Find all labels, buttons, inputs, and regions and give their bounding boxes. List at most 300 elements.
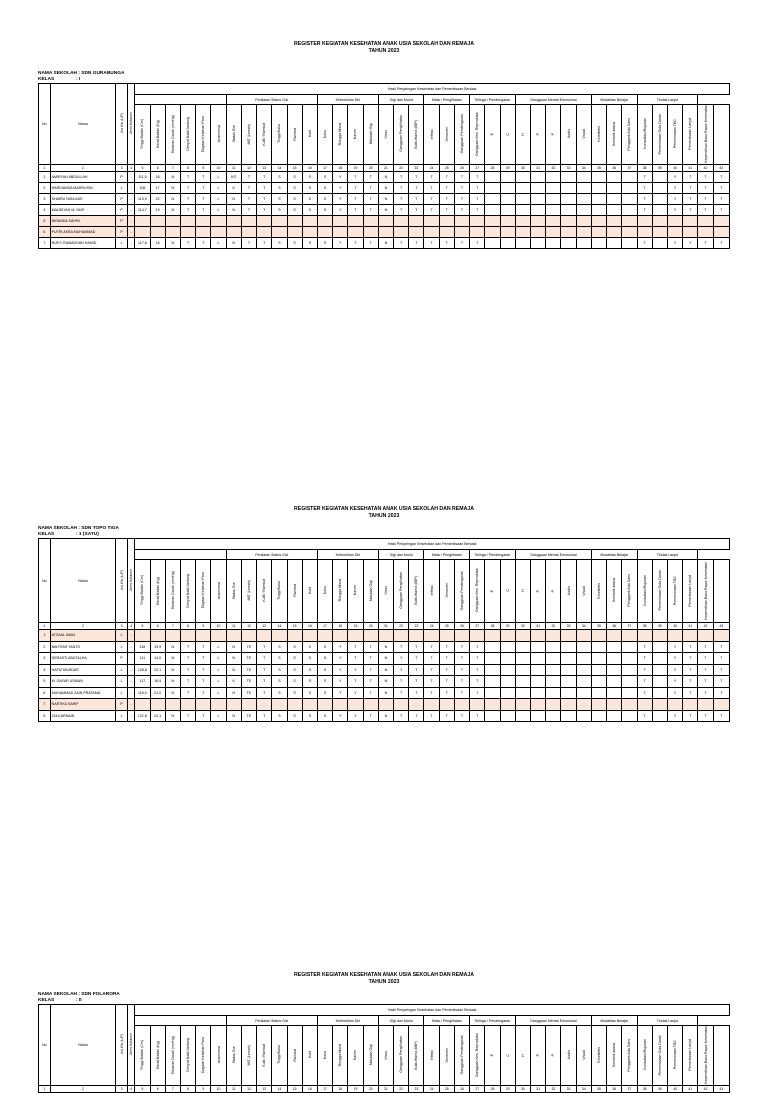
school-name: NAMA SEKOLAH : SDN FOLARORA bbox=[38, 992, 120, 997]
sub-column-header bbox=[196, 1026, 211, 1086]
group-header: Gangguan Mental Emosional bbox=[515, 95, 591, 105]
table-cell: T bbox=[683, 710, 698, 722]
table-cell: 106 bbox=[135, 182, 150, 193]
table-row bbox=[39, 237, 730, 248]
table-cell: N bbox=[378, 676, 393, 688]
table-cell bbox=[622, 687, 637, 699]
table-cell: N bbox=[378, 204, 393, 215]
column-number: 26 bbox=[454, 1085, 469, 1092]
table-cell: N bbox=[378, 687, 393, 699]
sub-column-header bbox=[241, 105, 256, 165]
table-cell bbox=[622, 630, 637, 642]
table-cell bbox=[622, 699, 637, 711]
table-cell: T bbox=[196, 710, 211, 722]
table-cell bbox=[561, 182, 576, 193]
table-cell: T bbox=[454, 193, 469, 204]
table-cell: 117 bbox=[135, 676, 150, 688]
sub-column-label: P bbox=[536, 1053, 541, 1057]
table-cell bbox=[591, 687, 606, 699]
table-cell bbox=[531, 171, 546, 182]
table-cell: - bbox=[127, 182, 134, 193]
table-cell: T bbox=[180, 664, 195, 676]
sub-column-label: Visus bbox=[383, 129, 388, 139]
table-cell: S bbox=[317, 204, 332, 215]
register-table bbox=[38, 1004, 730, 1093]
table-cell bbox=[652, 226, 667, 237]
table-cell bbox=[622, 215, 637, 226]
table-cell bbox=[257, 215, 272, 226]
table-cell: S bbox=[317, 171, 332, 182]
table-cell: N bbox=[226, 653, 241, 665]
table-cell bbox=[135, 699, 150, 711]
table-cell bbox=[591, 630, 606, 642]
table-cell bbox=[607, 676, 622, 688]
student-name: MAUDIYAH M. NUR bbox=[50, 204, 116, 215]
table-cell: S bbox=[317, 653, 332, 665]
sub-column-label: Kulit / Rambut bbox=[262, 122, 267, 146]
table-cell: T bbox=[439, 653, 454, 665]
table-cell: T bbox=[470, 193, 485, 204]
class-value: : 1 (SATU) bbox=[76, 532, 99, 537]
sub-column-header bbox=[652, 560, 667, 623]
table-cell: T bbox=[348, 171, 363, 182]
table-cell bbox=[135, 226, 150, 237]
table-cell: S bbox=[287, 664, 302, 676]
table-cell: S bbox=[272, 204, 287, 215]
sub-column-header bbox=[591, 560, 606, 623]
table-cell bbox=[607, 710, 622, 722]
table-cell: S bbox=[302, 676, 317, 688]
sub-column-header bbox=[698, 105, 713, 165]
sub-column-label: Audio bbox=[566, 129, 571, 139]
table-cell bbox=[348, 699, 363, 711]
sub-column-header bbox=[150, 105, 165, 165]
table-cell: L bbox=[211, 204, 226, 215]
table-cell: T bbox=[713, 653, 729, 665]
table-cell: T bbox=[470, 653, 485, 665]
table-cell: L bbox=[211, 237, 226, 248]
column-number: 29 bbox=[500, 623, 515, 630]
sub-column-label: Berat Badan (Kg) bbox=[155, 1040, 160, 1069]
sub-column-header bbox=[607, 105, 622, 165]
table-cell: Y bbox=[333, 676, 348, 688]
table-cell: Y bbox=[394, 664, 409, 676]
table-cell bbox=[667, 699, 682, 711]
sub-column-label: Tinggi/Kuku bbox=[277, 124, 282, 144]
sub-column-header bbox=[454, 105, 469, 165]
col-gender-header bbox=[127, 539, 134, 623]
group-header: Kebersihan Diri bbox=[317, 550, 378, 560]
table-cell bbox=[546, 193, 561, 204]
table-cell: T bbox=[394, 193, 409, 204]
table-cell bbox=[607, 641, 622, 653]
sub-column-label: Audio bbox=[566, 585, 571, 596]
table-cell: T bbox=[257, 641, 272, 653]
column-number: 15 bbox=[287, 164, 302, 171]
table-cell bbox=[302, 226, 317, 237]
table-cell: T bbox=[196, 193, 211, 204]
group-header: Tindak Lanjut bbox=[637, 550, 698, 560]
table-cell: Y bbox=[667, 171, 682, 182]
table-cell: L bbox=[211, 710, 226, 722]
sub-column-label: Kinestetik bbox=[596, 582, 601, 599]
table-cell: S bbox=[302, 237, 317, 248]
column-number: 33 bbox=[561, 1085, 576, 1092]
sub-column-header bbox=[272, 1026, 287, 1086]
table-cell bbox=[333, 699, 348, 711]
sub-column-header bbox=[515, 1026, 530, 1086]
column-number: 29 bbox=[500, 1085, 515, 1092]
table-cell: S bbox=[302, 182, 317, 193]
sub-column-label: Status Gizi bbox=[231, 581, 236, 600]
sub-column-label: Kinestetik bbox=[596, 1047, 601, 1063]
sub-column-label: Dugaan Kelainan Paru bbox=[201, 1036, 206, 1073]
table-cell bbox=[698, 630, 713, 642]
table-cell: Y bbox=[348, 664, 363, 676]
table-cell: T bbox=[409, 664, 424, 676]
row-number: 6 bbox=[39, 226, 51, 237]
sub-column-header bbox=[333, 1026, 348, 1086]
group-header: Modalitas Belajar bbox=[591, 550, 637, 560]
table-cell: S bbox=[287, 182, 302, 193]
table-cell: K bbox=[226, 182, 241, 193]
sub-column-header bbox=[348, 1026, 363, 1086]
register-table bbox=[38, 538, 730, 722]
row-number: 2 bbox=[39, 182, 51, 193]
column-number: 9 bbox=[196, 164, 211, 171]
table-cell: T bbox=[698, 204, 713, 215]
table-cell: T bbox=[683, 204, 698, 215]
table-cell bbox=[591, 710, 606, 722]
table-cell: S bbox=[272, 676, 287, 688]
student-sex: L bbox=[116, 710, 128, 722]
table-cell bbox=[652, 193, 667, 204]
sub-column-label: Masalah Gigi bbox=[368, 1044, 373, 1066]
table-cell bbox=[485, 215, 500, 226]
table-cell: T bbox=[439, 687, 454, 699]
table-cell: S bbox=[317, 676, 332, 688]
col-no-header: No bbox=[39, 539, 51, 623]
column-number: 22 bbox=[394, 623, 409, 630]
sub-column-header bbox=[165, 1026, 180, 1086]
table-cell: N bbox=[378, 237, 393, 248]
student-name: M. GAFAR USMAN bbox=[50, 676, 116, 688]
table-cell bbox=[546, 710, 561, 722]
column-number: 31 bbox=[531, 1085, 546, 1092]
table-cell: T bbox=[394, 182, 409, 193]
table-cell: Y bbox=[667, 676, 682, 688]
sub-column-header bbox=[470, 1026, 485, 1086]
row-number: 2 bbox=[39, 641, 51, 653]
table-cell bbox=[698, 215, 713, 226]
table-cell: T bbox=[637, 641, 652, 653]
sub-column-label: Konsultasi/Rujukan bbox=[642, 118, 647, 150]
table-cell: Y bbox=[683, 237, 698, 248]
table-cell: S bbox=[272, 664, 287, 676]
table-cell bbox=[439, 630, 454, 642]
table-cell: T bbox=[257, 687, 272, 699]
table-cell bbox=[333, 215, 348, 226]
table-cell: T bbox=[698, 237, 713, 248]
column-number: 21 bbox=[378, 623, 393, 630]
table-cell bbox=[333, 226, 348, 237]
table-cell: Y bbox=[333, 237, 348, 248]
table-cell: T bbox=[241, 182, 256, 193]
table-cell: N bbox=[378, 653, 393, 665]
table-cell: - bbox=[127, 193, 134, 204]
table-cell bbox=[531, 204, 546, 215]
sub-column-label: C bbox=[505, 1053, 510, 1057]
table-cell bbox=[485, 171, 500, 182]
table-cell bbox=[515, 204, 530, 215]
table-cell: T bbox=[439, 710, 454, 722]
table-cell: T bbox=[196, 664, 211, 676]
table-cell: Y bbox=[333, 687, 348, 699]
table-cell bbox=[561, 171, 576, 182]
sub-column-header bbox=[211, 560, 226, 623]
table-cell: N bbox=[378, 664, 393, 676]
column-number: 35 bbox=[591, 1085, 606, 1092]
table-cell bbox=[531, 653, 546, 665]
table-cell bbox=[531, 710, 546, 722]
table-cell bbox=[317, 699, 332, 711]
column-number: 26 bbox=[454, 164, 469, 171]
table-cell bbox=[515, 664, 530, 676]
table-cell: T bbox=[424, 171, 439, 182]
sub-column-header bbox=[287, 1026, 302, 1086]
sub-column-label: Gangguan Pendengaran bbox=[460, 570, 465, 611]
sub-column-label: Tekanan Darah (mmHg) bbox=[170, 1035, 175, 1075]
table-cell bbox=[576, 653, 591, 665]
sub-column-label: Tinggi/Kuku bbox=[277, 581, 282, 600]
column-number: 8 bbox=[180, 164, 195, 171]
group-header: Penilaian Status Gizi bbox=[226, 550, 317, 560]
table-cell: S bbox=[317, 664, 332, 676]
sub-column-header bbox=[394, 1026, 409, 1086]
row-number: 6 bbox=[39, 687, 51, 699]
column-number: 8 bbox=[180, 1085, 195, 1092]
table-cell bbox=[165, 630, 180, 642]
table-cell: T bbox=[409, 710, 424, 722]
register-block-1 bbox=[38, 41, 730, 249]
column-number: 7 bbox=[165, 623, 180, 630]
sub-column-header bbox=[622, 1026, 637, 1086]
table-cell: T bbox=[257, 664, 272, 676]
table-cell: T bbox=[394, 171, 409, 182]
table-cell bbox=[317, 630, 332, 642]
sub-column-label: Rongga Mulut bbox=[338, 1043, 343, 1067]
table-cell: T bbox=[439, 193, 454, 204]
column-number: 43 bbox=[713, 623, 729, 630]
sub-column-header bbox=[394, 105, 409, 165]
column-number: 43 bbox=[713, 164, 729, 171]
sub-column-header bbox=[333, 105, 348, 165]
table-cell: T bbox=[470, 204, 485, 215]
group-header: Mata / Penglihatan bbox=[424, 95, 470, 105]
sub-column-label: Pemeriksaan Lanjut bbox=[688, 117, 693, 150]
column-number: 28 bbox=[485, 623, 500, 630]
sub-column-label: Infeksi bbox=[429, 128, 434, 140]
student-sex: P bbox=[116, 171, 128, 182]
table-cell: 115,5 bbox=[135, 193, 150, 204]
sub-column-label: Visus bbox=[383, 586, 388, 595]
table-cell bbox=[180, 226, 195, 237]
table-cell: L bbox=[211, 664, 226, 676]
table-row bbox=[39, 653, 730, 665]
table-cell: T bbox=[348, 676, 363, 688]
group-header: Telinga / Pendengaran bbox=[470, 95, 516, 105]
table-cell bbox=[196, 699, 211, 711]
table-cell: T bbox=[470, 641, 485, 653]
sub-column-header bbox=[683, 560, 698, 623]
sub-column-label: Berat Badan (Kg) bbox=[155, 576, 160, 605]
table-cell bbox=[485, 182, 500, 193]
table-cell bbox=[622, 676, 637, 688]
table-cell: N bbox=[165, 204, 180, 215]
group-header: Modalitas Belajar bbox=[591, 95, 637, 105]
column-number: 37 bbox=[622, 623, 637, 630]
column-number: 9 bbox=[196, 623, 211, 630]
table-cell: - bbox=[127, 226, 134, 237]
table-cell: Y bbox=[348, 710, 363, 722]
column-number: 4 bbox=[127, 1085, 134, 1092]
table-cell bbox=[576, 193, 591, 204]
table-cell: T bbox=[698, 676, 713, 688]
class-label: KELAS bbox=[38, 998, 55, 1003]
column-number: 39 bbox=[652, 1085, 667, 1092]
table-cell: T bbox=[698, 710, 713, 722]
sub-column-header bbox=[637, 105, 652, 165]
column-number: 16 bbox=[302, 623, 317, 630]
table-cell: T bbox=[439, 676, 454, 688]
column-number: 10 bbox=[211, 623, 226, 630]
register-table bbox=[38, 83, 730, 249]
sub-column-header bbox=[424, 560, 439, 623]
row-number: 8 bbox=[39, 710, 51, 722]
table-cell bbox=[683, 630, 698, 642]
table-cell: S bbox=[302, 171, 317, 182]
table-cell: 16 bbox=[150, 171, 165, 182]
table-cell bbox=[652, 653, 667, 665]
table-cell bbox=[500, 171, 515, 182]
table-cell bbox=[287, 215, 302, 226]
table-cell bbox=[454, 699, 469, 711]
table-cell bbox=[515, 653, 530, 665]
table-cell: T bbox=[348, 193, 363, 204]
table-cell bbox=[211, 226, 226, 237]
table-row bbox=[39, 630, 730, 642]
table-cell: 22,1 bbox=[150, 664, 165, 676]
table-cell bbox=[622, 171, 637, 182]
table-cell bbox=[485, 653, 500, 665]
table-cell: T bbox=[180, 204, 195, 215]
table-cell: TE bbox=[241, 687, 256, 699]
table-cell bbox=[485, 226, 500, 237]
table-cell bbox=[287, 630, 302, 642]
table-cell: T bbox=[409, 171, 424, 182]
table-cell: Y bbox=[333, 204, 348, 215]
group-header: Kebersihan Diri bbox=[317, 1016, 378, 1026]
table-cell: - bbox=[127, 630, 134, 642]
table-cell: Y bbox=[667, 237, 682, 248]
col-gender-label: Jenis Kelamin bbox=[129, 112, 134, 135]
table-cell: T bbox=[363, 237, 378, 248]
table-cell bbox=[561, 653, 576, 665]
sub-column-header bbox=[576, 105, 591, 165]
sub-column-header bbox=[439, 1026, 454, 1086]
table-cell: T bbox=[180, 171, 195, 182]
column-number: 15 bbox=[287, 1085, 302, 1092]
group-header: Modalitas Belajar bbox=[591, 1016, 637, 1026]
sub-column-header bbox=[257, 560, 272, 623]
table-cell bbox=[546, 699, 561, 711]
table-cell: T bbox=[394, 710, 409, 722]
table-cell: 16 bbox=[150, 237, 165, 248]
sub-column-header bbox=[287, 105, 302, 165]
table-cell: N bbox=[226, 641, 241, 653]
table-cell: 19,9 bbox=[150, 641, 165, 653]
student-sex: P bbox=[116, 215, 128, 226]
table-cell: S bbox=[287, 171, 302, 182]
sub-column-label: Tinggi Badan (Cm) bbox=[140, 118, 145, 149]
group-header: Tindak Lanjut bbox=[637, 1016, 698, 1026]
sub-column-header bbox=[439, 105, 454, 165]
table-cell bbox=[652, 204, 667, 215]
table-cell bbox=[683, 226, 698, 237]
table-cell: T bbox=[713, 237, 729, 248]
column-number: 37 bbox=[622, 164, 637, 171]
table-cell: N bbox=[165, 171, 180, 182]
table-cell: S bbox=[317, 710, 332, 722]
table-cell bbox=[500, 687, 515, 699]
table-cell: 16,9 bbox=[150, 676, 165, 688]
table-cell: N bbox=[165, 237, 180, 248]
table-cell: S bbox=[287, 237, 302, 248]
column-number: 20 bbox=[363, 164, 378, 171]
column-number: 42 bbox=[698, 1085, 713, 1092]
group-header: Mata / Penglihatan bbox=[424, 1016, 470, 1026]
table-cell: S bbox=[272, 710, 287, 722]
table-cell: T bbox=[454, 676, 469, 688]
column-number: 43 bbox=[713, 1085, 729, 1092]
table-cell bbox=[485, 193, 500, 204]
sub-column-label: Gangguan Kes. Reproduksi bbox=[475, 1032, 480, 1077]
sub-column-header bbox=[515, 560, 530, 623]
table-cell bbox=[622, 653, 637, 665]
table-cell: T bbox=[454, 237, 469, 248]
table-cell: Y bbox=[667, 653, 682, 665]
sub-column-header bbox=[531, 560, 546, 623]
table-cell: S bbox=[272, 171, 287, 182]
column-number: 14 bbox=[272, 623, 287, 630]
column-number: 6 bbox=[150, 164, 165, 171]
table-cell bbox=[531, 226, 546, 237]
table-cell: T bbox=[257, 710, 272, 722]
table-cell bbox=[546, 182, 561, 193]
table-cell: T bbox=[363, 687, 378, 699]
table-cell bbox=[607, 182, 622, 193]
table-cell bbox=[561, 193, 576, 204]
table-row bbox=[39, 204, 730, 215]
table-cell bbox=[378, 630, 393, 642]
sub-column-label: C bbox=[505, 132, 510, 136]
sub-column-label: Pemeriksaan Lanjut bbox=[688, 574, 693, 607]
column-number: 32 bbox=[546, 1085, 561, 1092]
table-cell bbox=[302, 630, 317, 642]
sub-column-header bbox=[531, 105, 546, 165]
table-row bbox=[39, 182, 730, 193]
table-cell bbox=[622, 641, 637, 653]
